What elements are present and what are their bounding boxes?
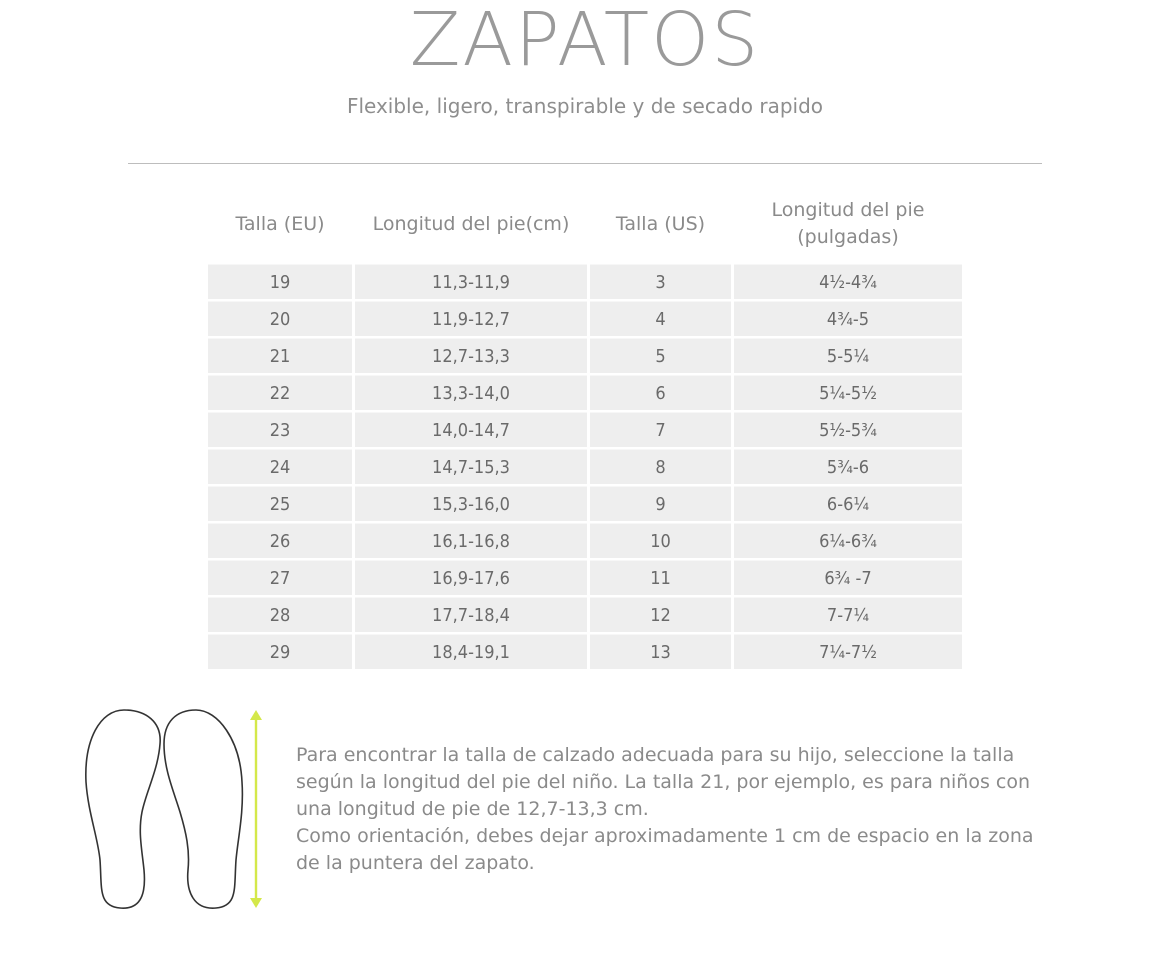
- cell-foot-length-in: 7-7¼: [734, 597, 962, 632]
- cell-foot-length-cm: 11,3-11,9: [355, 264, 587, 299]
- cell-foot-length-cm: 14,7-15,3: [355, 449, 587, 484]
- cell-eu-size: 22: [208, 375, 352, 410]
- cell-foot-length-cm: 11,9-12,7: [355, 301, 587, 336]
- page-subtitle: Flexible, ligero, transpirable y de secado rapido: [346, 94, 824, 118]
- cell-foot-length-in: 5-5¼: [734, 338, 962, 373]
- cell-foot-length-cm: 15,3-16,0: [355, 486, 587, 521]
- cell-eu-size: 24: [208, 449, 352, 484]
- cell-us-size: 3: [590, 264, 731, 299]
- cell-eu-size: 27: [208, 560, 352, 595]
- divider: [128, 163, 1042, 164]
- header-eu-size: Talla (EU): [235, 212, 325, 235]
- size-guide-description: [296, 742, 1056, 877]
- cell-us-size: 10: [590, 523, 731, 558]
- header-us-size: Talla (US): [615, 212, 706, 235]
- table-body: [208, 264, 962, 671]
- footprints-icon: [80, 700, 280, 920]
- cell-foot-length-cm: 14,0-14,7: [355, 412, 587, 447]
- cell-eu-size: 19: [208, 264, 352, 299]
- cell-foot-length-in: 4½-4¾: [734, 264, 962, 299]
- cell-foot-length-in: 6¼-6¾: [734, 523, 962, 558]
- cell-foot-length-in: 6¾ -7: [734, 560, 962, 595]
- description-paragraph-1: Para encontrar la talla de calzado adecuada para su hijo, seleccione la talla según la longitud del pie del niño. La talla 21, por ejemplo, es para niños con una longitud de pie de 12,7-13,3 cm.: [296, 744, 1031, 820]
- table-row: [208, 597, 962, 634]
- cell-eu-size: 26: [208, 523, 352, 558]
- cell-us-size: 7: [590, 412, 731, 447]
- cell-foot-length-in: 5¾-6: [734, 449, 962, 484]
- left-foot-outline: [86, 710, 160, 908]
- table-row: [208, 634, 962, 671]
- cell-foot-length-cm: 12,7-13,3: [355, 338, 587, 373]
- right-foot-outline: [164, 710, 242, 908]
- cell-foot-length-cm: 16,9-17,6: [355, 560, 587, 595]
- cell-us-size: 6: [590, 375, 731, 410]
- cell-us-size: 9: [590, 486, 731, 521]
- cell-eu-size: 21: [208, 338, 352, 373]
- page-title: ZAPATOS: [409, 0, 761, 83]
- cell-us-size: 11: [590, 560, 731, 595]
- header-foot-length-in: [734, 192, 962, 256]
- cell-us-size: 13: [590, 634, 731, 669]
- cell-foot-length-in: 7¼-7½: [734, 634, 962, 669]
- cell-us-size: 8: [590, 449, 731, 484]
- table-row: [208, 301, 962, 338]
- cell-foot-length-cm: 18,4-19,1: [355, 634, 587, 669]
- cell-us-size: 5: [590, 338, 731, 373]
- cell-foot-length-cm: 17,7-18,4: [355, 597, 587, 632]
- table-row: [208, 264, 962, 301]
- table-row: [208, 523, 962, 560]
- cell-foot-length-cm: 16,1-16,8: [355, 523, 587, 558]
- cell-foot-length-in: 5¼-5½: [734, 375, 962, 410]
- table-row: [208, 412, 962, 449]
- cell-eu-size: 23: [208, 412, 352, 447]
- table-row: [208, 486, 962, 523]
- length-arrow-bottom: [250, 898, 262, 908]
- description-paragraph-2: Como orientación, debes dejar aproximadamente 1 cm de espacio en la zona de la puntera del zapato.: [296, 825, 1034, 874]
- table-row: [208, 560, 962, 597]
- cell-eu-size: 25: [208, 486, 352, 521]
- header-foot-length-in-line1: Longitud del pie: [771, 199, 925, 221]
- cell-eu-size: 20: [208, 301, 352, 336]
- cell-foot-length-in: 5½-5¾: [734, 412, 962, 447]
- header-foot-length-in-line2: (pulgadas): [797, 226, 899, 248]
- cell-us-size: 12: [590, 597, 731, 632]
- cell-eu-size: 28: [208, 597, 352, 632]
- cell-eu-size: 29: [208, 634, 352, 669]
- cell-us-size: 4: [590, 301, 731, 336]
- cell-foot-length-in: 4¾-5: [734, 301, 962, 336]
- header-foot-length-cm: Longitud del pie(cm): [372, 212, 570, 235]
- table-row: [208, 449, 962, 486]
- cell-foot-length-cm: 13,3-14,0: [355, 375, 587, 410]
- table-row: [208, 338, 962, 375]
- table-row: [208, 375, 962, 412]
- cell-foot-length-in: 6-6¼: [734, 486, 962, 521]
- length-arrow-top: [250, 710, 262, 720]
